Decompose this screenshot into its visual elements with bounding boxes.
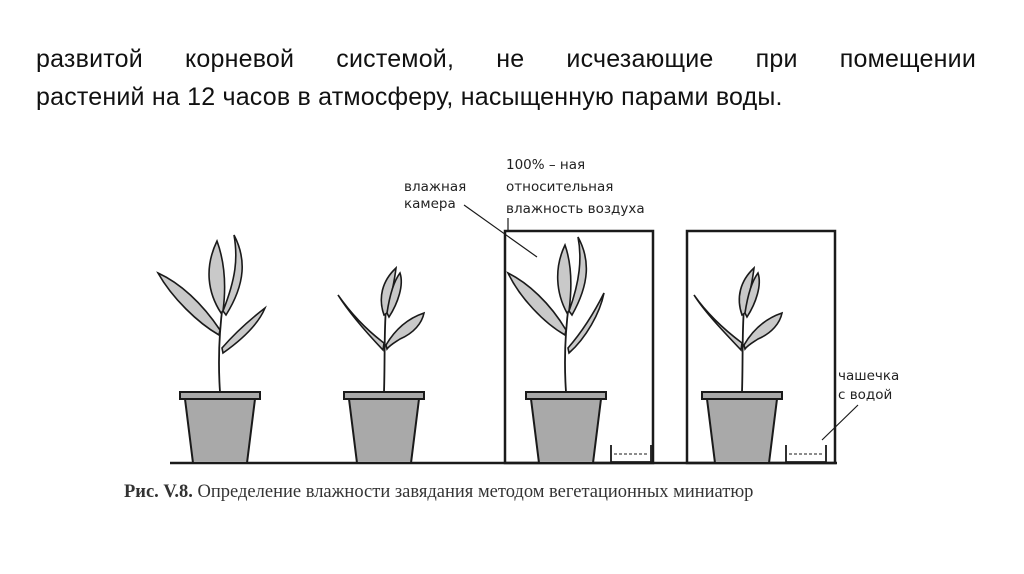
cup-leader-line xyxy=(822,405,858,440)
body-text-line-2: растений на 12 часов в атмосферу, насыщенную парами воды. xyxy=(36,83,783,111)
plant-4 xyxy=(694,268,782,463)
plant-2 xyxy=(338,268,424,463)
humidity-label-line-2: относительная xyxy=(506,179,614,195)
water-cup-1 xyxy=(611,445,651,462)
plant-3 xyxy=(508,237,606,463)
chamber-label-line-2: камера xyxy=(404,196,456,212)
cup-label-line-2: с водой xyxy=(838,387,893,403)
figure-caption-text: Определение влажности завядания методом вегетационных миниатюр xyxy=(197,482,754,502)
cup-label-line-1: чашечка xyxy=(838,368,900,384)
humidity-label-line-3: влажность воздуха xyxy=(506,201,645,217)
body-text-line-1: развитой корневой системой, не исчезающие при помещении xyxy=(36,45,976,73)
figure-caption-number: Рис. V.8. xyxy=(124,482,193,502)
chamber-label-line-1: влажная xyxy=(404,179,467,195)
humidity-label-line-1: 100% – ная xyxy=(506,157,586,173)
figure-caption xyxy=(124,482,753,503)
plant-1 xyxy=(158,235,265,463)
water-cup-2 xyxy=(786,445,826,462)
